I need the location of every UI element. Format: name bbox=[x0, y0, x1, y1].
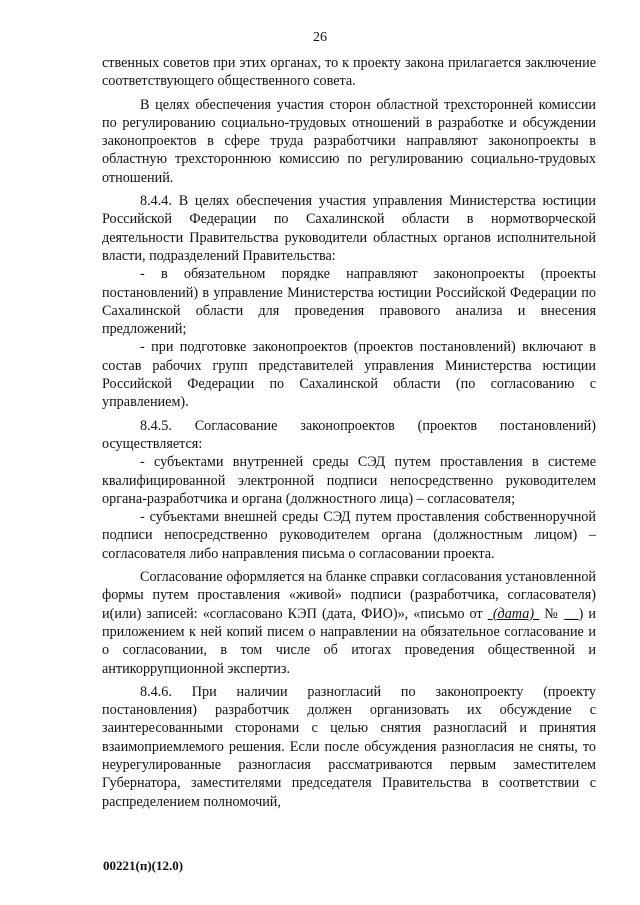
paragraph-8-4-5: 8.4.5. Согласование законопроектов (проектов постановлений) осуществляется: bbox=[102, 417, 596, 452]
number-sign: № bbox=[539, 605, 565, 622]
page-number: 26 bbox=[313, 30, 327, 45]
body-text bbox=[102, 54, 596, 811]
paragraph-8-4-6: 8.4.6. При наличии разногласий по законопроекту (проекту постановления) разработчик должен организовать их обсуждение с заинтересованными сторонами с целью снятия разногласий и принятия взаимоприемлемого решения. Если после обсуждения разногласия не сняты, то неурегулированные разногласия рассматриваются первым заместителем Губернатора, заместителями председателя Правительства в соответствии с распределением полномочий, bbox=[102, 683, 596, 810]
paragraph-continuation: ственных советов при этих органах, то к проекту закона прилагается заключение соответствующего общественного совета. bbox=[102, 55, 596, 90]
paragraph-external-sed: - субъектами внешней среды СЭД путем проставления собственноручной подписи непосредственно руководителем органа (должностным лицом) – согласователя либо направления письма о согласовании проекта. bbox=[102, 509, 596, 562]
date-placeholder: (дата) bbox=[492, 605, 535, 622]
paragraph-working-groups: - при подготовке законопроектов (проектов постановлений) включают в состав рабочих групп представителей управления Министерства юстиции Российской Федерации по Сахалинской области (по согласованию с управлением). bbox=[102, 339, 596, 411]
paragraph-send-drafts: - в обязательном порядке направляют законопроекты (проекты постановлений) в управление Министерства юстиции Российской Федерации по Сахалинской области для проведения правового анализа и внесения предложений; bbox=[102, 266, 596, 338]
paragraph-internal-sed: - субъектами внутренней среды СЭД путем проставления в системе квалифицированной электронной подписи непосредственно руководителем органа-разработчика и органа (должностного лица) – согласователя; bbox=[102, 454, 596, 507]
approval-text-start: Согласование оформляется на бланке справки согласования установленной формы путем проставления «живой» подписи (разработчика, согласователя) и(или) записей: «согласовано КЭП (дата, ФИО)», «письмо от bbox=[102, 569, 596, 622]
paragraph-tripartite-commission: В целях обеспечения участия сторон областной трехсторонней комиссии по регулированию социально-трудовых отношений в разработке и обсуждении законопроектов в сфере труда разработчики направляют законопроекты в областную трехстороннюю комиссию по регулированию социально-трудовых отношений. bbox=[102, 96, 596, 186]
paragraph-approval-form bbox=[102, 568, 596, 678]
document-code: 00221(п)(12.0) bbox=[103, 858, 184, 873]
paragraph-8-4-4: 8.4.4. В целях обеспечения участия управления Министерства юстиции Российской Федерации по Сахалинской области в нормотворческой деятельности Правительства руководители областных органов исполнительной власти, подразделений Правительства: bbox=[102, 193, 596, 264]
number-blank: __ bbox=[564, 605, 579, 622]
approval-text-end: ) и приложением к ней копий писем о направлении на обязательное согласование и о согласовании, в том числе об итогах проведения общественной и антикоррупционной экспертиз. bbox=[102, 605, 597, 677]
